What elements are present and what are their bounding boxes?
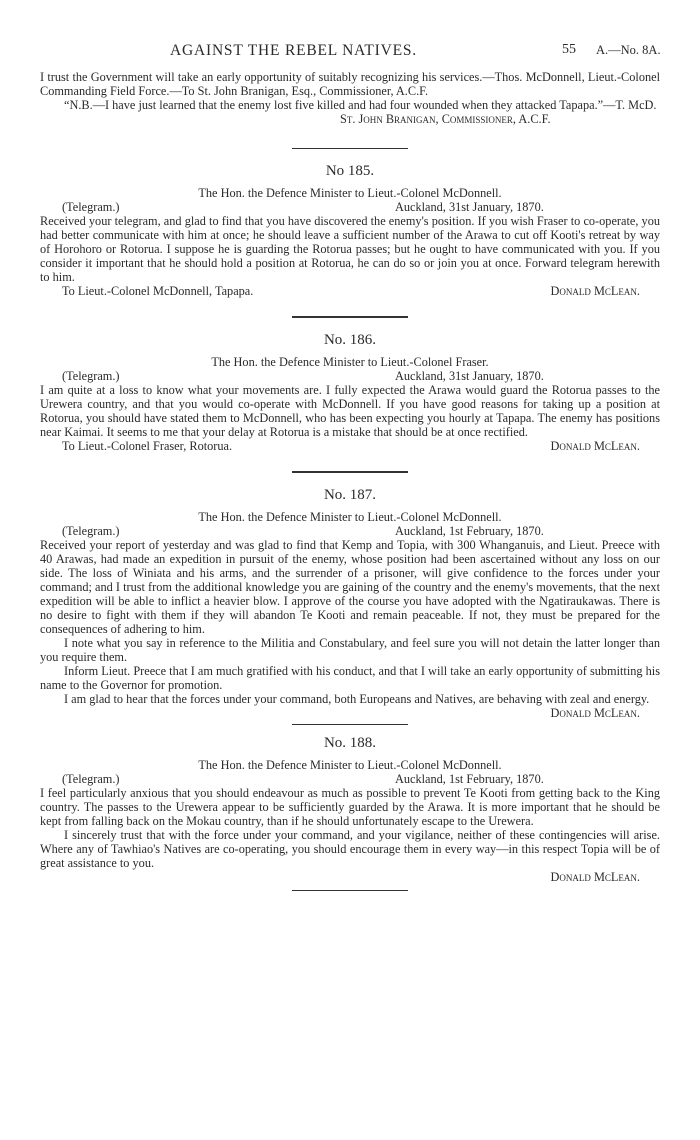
document-closing: [40, 284, 660, 298]
section-divider: [292, 148, 408, 149]
document-title: The Hon. the Defence Minister to Lieut.-Colonel McDonnell.: [198, 186, 502, 200]
intro-section: [40, 70, 660, 126]
document-187: [40, 487, 660, 720]
document-type: (Telegram.): [62, 772, 120, 786]
document-addressee: To Lieut.-Colonel Fraser, Rotorua.: [62, 439, 233, 453]
document-title: The Hon. the Defence Minister to Lieut.-Colonel Fraser.: [211, 355, 489, 369]
document-188: [40, 735, 660, 884]
document-paragraph: I am glad to hear that the forces under your command, both Europeans and Natives, are behaving with zeal and energy.: [64, 692, 650, 706]
document-signature: Donald McLean.: [550, 284, 640, 298]
document-meta: [40, 772, 660, 786]
intro-note: “N.B.—I have just learned that the enemy lost five killed and had four wounded when they attacked Tapapa.”—T. McD.: [64, 98, 657, 112]
section-divider: [292, 471, 408, 473]
page-header: [40, 40, 660, 70]
document-paragraph: I am quite at a loss to know what your movements are. I fully expected the Arawa would guard the Rotorua passes to the Urewera country, and that you would co-operate with McDonnell. If you have good reasons for taking up a position at Rotorua, you should have stated them to McDonnell, who has been expecting you hourly at Tapapa. The enemy has positions near Kaimai. It seems to me that your delay at Rotorua is a mistake that should be at once rectified.: [40, 383, 660, 439]
intro-signature: St. John Branigan, Commissioner, A.C.F.: [340, 112, 551, 126]
section-divider: [292, 316, 408, 318]
document-place-date: Auckland, 31st January, 1870.: [395, 200, 544, 214]
document-paragraph: Received your telegram, and glad to find that you have discovered the enemy's position. If you wish Fraser to co-operate, you had better communicate with him at once; he should leave a sufficient number of the Arawa to cut off Kooti's retreat by way of Horohoro or Rotorua. I suppose he is guarding the Rotorua passes; but he ought to have communicated with you. If you consider it important that he should hold a position at Rotorua, he can do so or join you at once. Forward telegram herewith to him.: [40, 214, 660, 284]
document-place-date: Auckland, 31st January, 1870.: [395, 369, 544, 383]
document-number: No. 188.: [323, 735, 377, 751]
running-title: AGAINST THE REBEL NATIVES.: [170, 42, 417, 59]
document-type: (Telegram.): [62, 200, 120, 214]
document-paragraph: I feel particularly anxious that you should endeavour as much as possible to prevent Te Kooti from getting back to the King country. The passes to the Urewera appear to be sufficiently guarded by the Arawa. It is more important that he should be kept from falling back on the Mokau country, than if he should unfortunately escape to the Urewera.: [40, 786, 660, 828]
document-paragraph: Inform Lieut. Preece that I am much gratified with his conduct, and that I will take an early opportunity of submitting his name to the Governor for promotion.: [40, 664, 660, 692]
document-type: (Telegram.): [62, 369, 120, 383]
page-number: 55: [562, 42, 576, 57]
document-type: (Telegram.): [62, 524, 120, 538]
document-place-date: Auckland, 1st February, 1870.: [395, 772, 544, 786]
document-paragraph: I sincerely trust that with the force under your command, and your vigilance, neither of these contingencies will arise. Where any of Tawhiao's Natives are co-operating, you should encourage them in every way—in this respect Topia will be of great assistance to you.: [40, 828, 660, 870]
document-number: No 185.: [325, 163, 375, 179]
document-signature: Donald McLean.: [550, 439, 640, 453]
document-signature: Donald McLean.: [550, 870, 640, 884]
document-place-date: Auckland, 1st February, 1870.: [395, 524, 544, 538]
section-divider: [292, 724, 408, 725]
document-number: No. 187.: [323, 487, 377, 503]
document-paragraph: Received your report of yesterday and was glad to find that Kemp and Topia, with 300 Whanganuis, and Lieut. Preece with 40 Arawas, had made an expedition in pursuit of the enemy, whose position had been ascertained without any loss on our side. The loss of Winiata and his arms, and the surrender of a prisoner, will give confidence to the forces under your command; and I trust from the additional knowledge you are gaining of the country and the enemy's movements, that the next expedition will be able to inflict a heavier blow. I approve of the course you have adopted with the Ngatiraukawas. There is no desire to fight with them if they will abandon Te Kooti and remain peaceable. If not, they must be prepared for the consequences of adhering to him.: [40, 538, 660, 636]
document-title: The Hon. the Defence Minister to Lieut.-Colonel McDonnell.: [198, 758, 502, 772]
section-divider: [292, 890, 408, 891]
series-reference: A.—No. 8A.: [596, 43, 661, 57]
document-page: [40, 40, 660, 905]
document-signature: Donald McLean.: [550, 706, 640, 720]
document-meta: [40, 524, 660, 538]
intro-paragraph: I trust the Government will take an early opportunity of suitably recognizing his services.—Thos. McDonnell, Lieut.-Colonel Commanding Field Force.—To St. John Branigan, Esq., Commissioner, A.C.F.: [40, 70, 660, 98]
document-addressee: To Lieut.-Colonel McDonnell, Tapapa.: [62, 284, 254, 298]
document-185: [40, 163, 660, 298]
document-meta: [40, 369, 660, 383]
document-closing: [40, 439, 660, 453]
document-number: No. 186.: [323, 332, 377, 348]
document-meta: [40, 200, 660, 214]
document-title: The Hon. the Defence Minister to Lieut.-Colonel McDonnell.: [198, 510, 502, 524]
document-186: [40, 332, 660, 453]
document-paragraph: I note what you say in reference to the Militia and Constabulary, and feel sure you will not detain the latter longer than you require them.: [40, 636, 660, 664]
